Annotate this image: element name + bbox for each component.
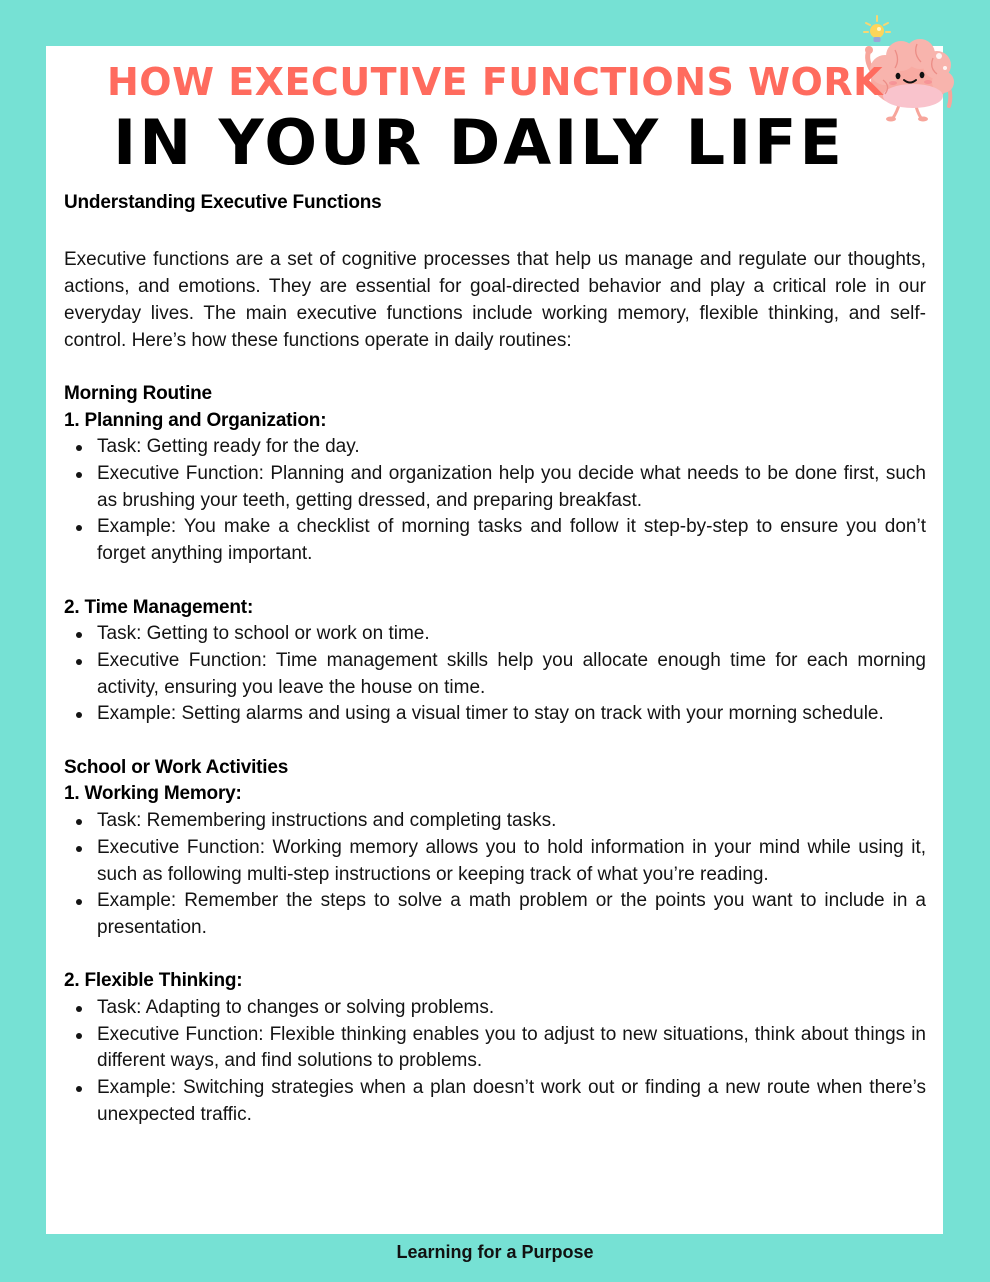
lightbulb-icon bbox=[870, 24, 884, 38]
spacer bbox=[64, 942, 926, 969]
subsection-heading: 1. Planning and Organization: bbox=[64, 409, 327, 431]
bullet-text: Example: Setting alarms and using a visual timer to stay on track with your morning schedule. bbox=[97, 703, 884, 725]
bullet-text: Example: You make a checklist of morning tasks and follow it step-by-step to ensure you don’t forget anything important. bbox=[97, 516, 926, 565]
subsection-planning-organization bbox=[64, 408, 926, 568]
bullet-icon bbox=[76, 525, 82, 531]
bullet-text: Task: Remembering instructions and completing tasks. bbox=[97, 810, 557, 832]
bullet-icon bbox=[76, 632, 82, 638]
bullet-text: Example: Switching strategies when a plan doesn’t work out or finding a new route when there’s unexpected traffic. bbox=[97, 1077, 926, 1125]
bullet-icon bbox=[76, 472, 82, 478]
section-morning-routine bbox=[64, 381, 926, 728]
footer-brand: Learning for a Purpose bbox=[396, 1242, 594, 1262]
bullet-icon bbox=[76, 1086, 82, 1092]
spacer bbox=[64, 354, 926, 381]
bullet-icon bbox=[76, 846, 82, 852]
spacer bbox=[64, 728, 926, 755]
subsection-heading: 2. Time Management: bbox=[64, 596, 254, 618]
list-item bbox=[64, 1022, 926, 1075]
bullet-text: Executive Function: Working memory allows you to hold information in your mind while using it, such as following multi-step instructions or keeping track of what you’re reading. bbox=[97, 836, 926, 885]
list-item bbox=[64, 701, 926, 728]
list-item bbox=[64, 835, 926, 888]
bullet-text: Example: Remember the steps to solve a math problem or the points you want to include in a presentation. bbox=[97, 890, 926, 938]
list-item bbox=[64, 888, 926, 941]
list-item bbox=[64, 808, 926, 835]
bullet-text: Executive Function: Flexible thinking enables you to adjust to new situations, think about things in different ways, and find solutions to problems. bbox=[97, 1023, 926, 1072]
intro-paragraph: Executive functions are a set of cognitive processes that help us manage and regulate our thoughts, actions, and emotions. They are essential for goal-directed behavior and play a critical role in our everyday lives. The main executive functions include working memory, flexible thinking, and self-control. Here’s how these functions operate in daily routines: bbox=[64, 249, 926, 351]
subsection-working-memory bbox=[64, 781, 926, 941]
list-item bbox=[64, 648, 926, 701]
subsection-heading: 2. Flexible Thinking: bbox=[64, 970, 243, 992]
bullet-icon bbox=[76, 445, 82, 451]
title-line-2: IN YOUR DAILY LIFE bbox=[113, 106, 845, 179]
section-heading: School or Work Activities bbox=[64, 756, 289, 778]
bullet-list bbox=[64, 808, 926, 942]
list-item bbox=[64, 514, 926, 567]
bullet-icon bbox=[76, 899, 82, 905]
spacer bbox=[64, 217, 926, 244]
subsection-heading: 1. Working Memory: bbox=[64, 783, 242, 805]
bullet-icon bbox=[76, 819, 82, 825]
list-item bbox=[64, 461, 926, 514]
bullet-text: Task: Getting to school or work on time. bbox=[97, 623, 430, 645]
list-item bbox=[64, 621, 926, 648]
bullet-text: Task: Adapting to changes or solving problems. bbox=[97, 997, 495, 1019]
title-line-1: HOW EXECUTIVE FUNCTIONS WORK bbox=[106, 60, 884, 104]
bullet-icon bbox=[76, 712, 82, 718]
bullet-icon bbox=[76, 659, 82, 665]
spacer bbox=[64, 568, 926, 595]
bullet-text: Executive Function: Time management skills help you allocate enough time for each morning activity, ensuring you leave the house on time. bbox=[97, 649, 926, 698]
bullet-text: Task: Getting ready for the day. bbox=[97, 436, 360, 458]
bullet-list bbox=[64, 621, 926, 728]
bullet-text: Executive Function: Planning and organization help you decide what needs to be done first, such as brushing your teeth, getting dressed, and preparing breakfast. bbox=[97, 463, 926, 511]
list-item bbox=[64, 995, 926, 1022]
bullet-icon bbox=[76, 1033, 82, 1039]
section-heading: Morning Routine bbox=[64, 382, 212, 404]
bullet-list bbox=[64, 434, 926, 568]
document-body bbox=[64, 190, 926, 1129]
subsection-time-management bbox=[64, 595, 926, 729]
bullet-icon bbox=[76, 1006, 82, 1012]
list-item bbox=[64, 1075, 926, 1128]
subsection-flexible-thinking bbox=[64, 968, 926, 1128]
bullet-list bbox=[64, 995, 926, 1129]
intro-heading: Understanding Executive Functions bbox=[64, 192, 382, 213]
list-item bbox=[64, 434, 926, 461]
section-school-work bbox=[64, 755, 926, 1129]
